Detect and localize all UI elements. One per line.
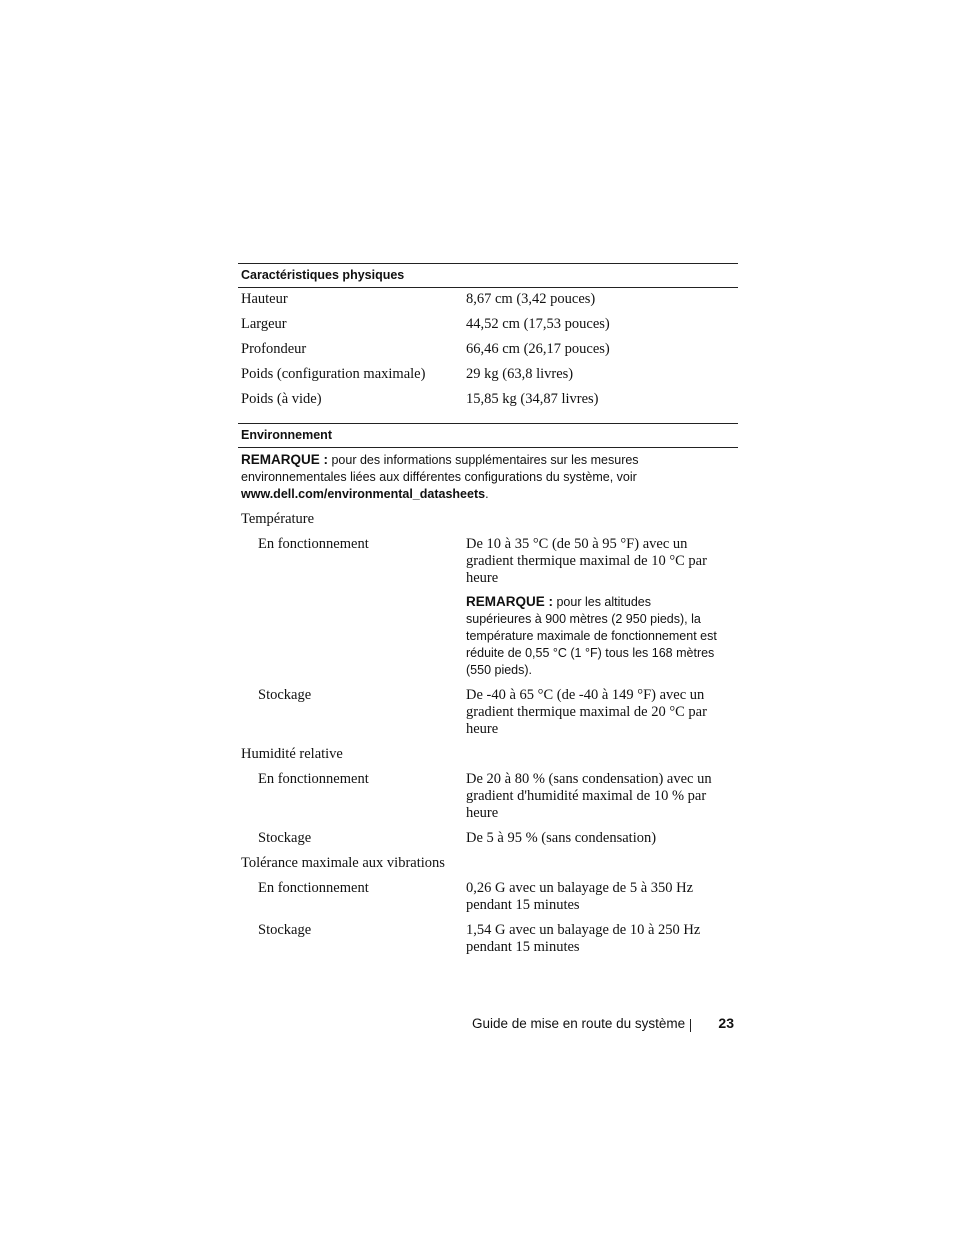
row-value: 66,46 cm (26,17 pouces) — [466, 341, 610, 357]
row-label: Largeur — [241, 316, 287, 332]
physical-rows — [238, 288, 738, 408]
row-value: De 5 à 95 % (sans condensation) — [466, 830, 657, 846]
row-value: De -40 à 65 °C (de -40 à 149 °F) avec un gradient thermique maximal de 20 °C par heure — [466, 687, 707, 737]
row-label: Stockage — [258, 830, 312, 846]
table-row — [238, 366, 738, 383]
table-row — [238, 316, 738, 333]
table-row — [238, 291, 738, 308]
row-value: De 10 à 35 °C (de 50 à 95 °F) avec un gradient thermique maximal de 10 °C par heure REMARQUE : pour les altitudes supérieures à 900 mètres (2 950 pieds), la température maximale de fonctionnement est réduite de 0,55 °C (1 °F) tous les 168 mètres (550 pieds). — [466, 536, 717, 677]
spec-table — [238, 263, 738, 956]
row-label: Hauteur — [241, 291, 288, 307]
humidity-label-row — [238, 746, 738, 763]
page-number: 23 — [718, 1015, 734, 1031]
temperature-label-row — [238, 511, 738, 528]
footer-separator — [690, 1019, 691, 1032]
humidity-label: Humidité relative — [241, 746, 343, 762]
row-label: Stockage — [258, 687, 312, 703]
note-label: REMARQUE : — [241, 452, 328, 467]
vibration-label-row — [238, 855, 738, 872]
environment-note: REMARQUE : pour des informations supplémentaires sur les mesures environnementales liées aux différentes configurations du système, voir www.dell.com/environmental_datasheets. — [241, 452, 639, 501]
environment-heading: Environnement — [238, 423, 738, 448]
physical-heading: Caractéristiques physiques — [238, 263, 738, 288]
operating-temperature-note — [466, 593, 718, 679]
table-row — [238, 536, 738, 679]
row-value: 15,85 kg (34,87 livres) — [466, 391, 599, 407]
table-row — [238, 880, 738, 914]
row-value: 8,67 cm (3,42 pouces) — [466, 291, 596, 307]
note-label: REMARQUE : — [466, 594, 553, 609]
vibration-label: Tolérance maximale aux vibrations — [241, 855, 445, 871]
page-footer — [472, 1014, 738, 1034]
row-value: 0,26 G avec un balayage de 5 à 350 Hz pendant 15 minutes — [466, 880, 694, 913]
row-value: 44,52 cm (17,53 pouces) — [466, 316, 610, 332]
datasheets-link[interactable]: www.dell.com/environmental_datasheets — [241, 487, 486, 501]
footer-title: Guide de mise en route du système — [472, 1016, 686, 1031]
table-row — [238, 922, 738, 956]
table-row — [238, 771, 738, 822]
table-row — [238, 341, 738, 358]
table-row — [238, 391, 738, 408]
row-value: De 20 à 80 % (sans condensation) avec un gradient d'humidité maximal de 10 % par heure — [466, 771, 712, 821]
note-text: pour des informations supplémentaires sur les mesures environnementales liées aux différentes configurations du système, voir — [241, 453, 639, 484]
row-value: 1,54 G avec un balayage de 10 à 250 Hz pendant 15 minutes — [466, 922, 701, 955]
row-label: En fonctionnement — [258, 536, 369, 552]
row-label: Stockage — [258, 922, 312, 938]
table-row — [238, 830, 738, 847]
row-label: Poids (à vide) — [241, 391, 322, 407]
row-label: Profondeur — [241, 341, 307, 357]
note-text: pour les altitudes supérieures à 900 mètres (2 950 pieds), la température maximale de fonctionnement est réduite de 0,55 °C (1 °F) tous les 168 mètres (550 pieds). — [466, 595, 717, 677]
row-label: En fonctionnement — [258, 771, 369, 787]
table-row — [238, 687, 738, 738]
row-label: En fonctionnement — [258, 880, 369, 896]
temperature-label: Température — [241, 511, 315, 527]
row-value: 29 kg (63,8 livres) — [466, 366, 574, 382]
row-label: Poids (configuration maximale) — [241, 366, 426, 382]
